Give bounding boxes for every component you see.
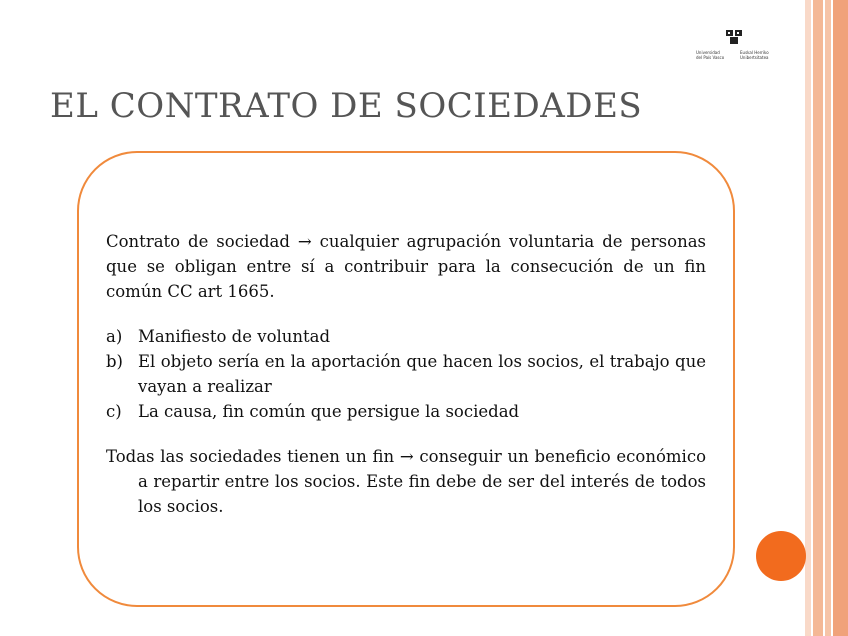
decorative-stripe [813,0,823,636]
elements-list [106,324,706,424]
logo-text-right: Euskal Herriko Unibertsitatea [740,50,769,60]
decorative-circle [756,531,806,581]
list-marker: c) [106,402,122,421]
decorative-stripe [825,0,831,636]
list-item [106,324,706,349]
list-item-text: La causa, fin común que persigue la sociedad [138,402,520,421]
decorative-stripe [805,0,811,636]
list-item [106,399,706,424]
list-marker: b) [106,352,123,371]
slide-title: EL CONTRATO DE SOCIEDADES [50,86,643,126]
slide-content [106,229,706,519]
university-emblem-icon [724,28,744,46]
logo-text-left: Universidad del País Vasco [696,50,725,60]
university-logo [694,24,784,66]
list-item [106,349,706,399]
definition-paragraph: Contrato de sociedad → cualquier agrupación voluntaria de personas que se obligan entre sí a contribuir para la consecución de un fin común CC art 1665. [106,232,706,301]
list-item-text: Manifiesto de voluntad [138,327,331,346]
list-item-text: El objeto sería en la aportación que hacen los socios, el trabajo que vayan a realizar [138,352,706,396]
list-marker: a) [106,327,123,346]
decorative-stripe [833,0,848,636]
conclusion-paragraph: Todas las sociedades tienen un fin → conseguir un beneficio económico a repartir entre los socios. Este fin debe de ser del interés de todos los socios. [106,447,706,516]
